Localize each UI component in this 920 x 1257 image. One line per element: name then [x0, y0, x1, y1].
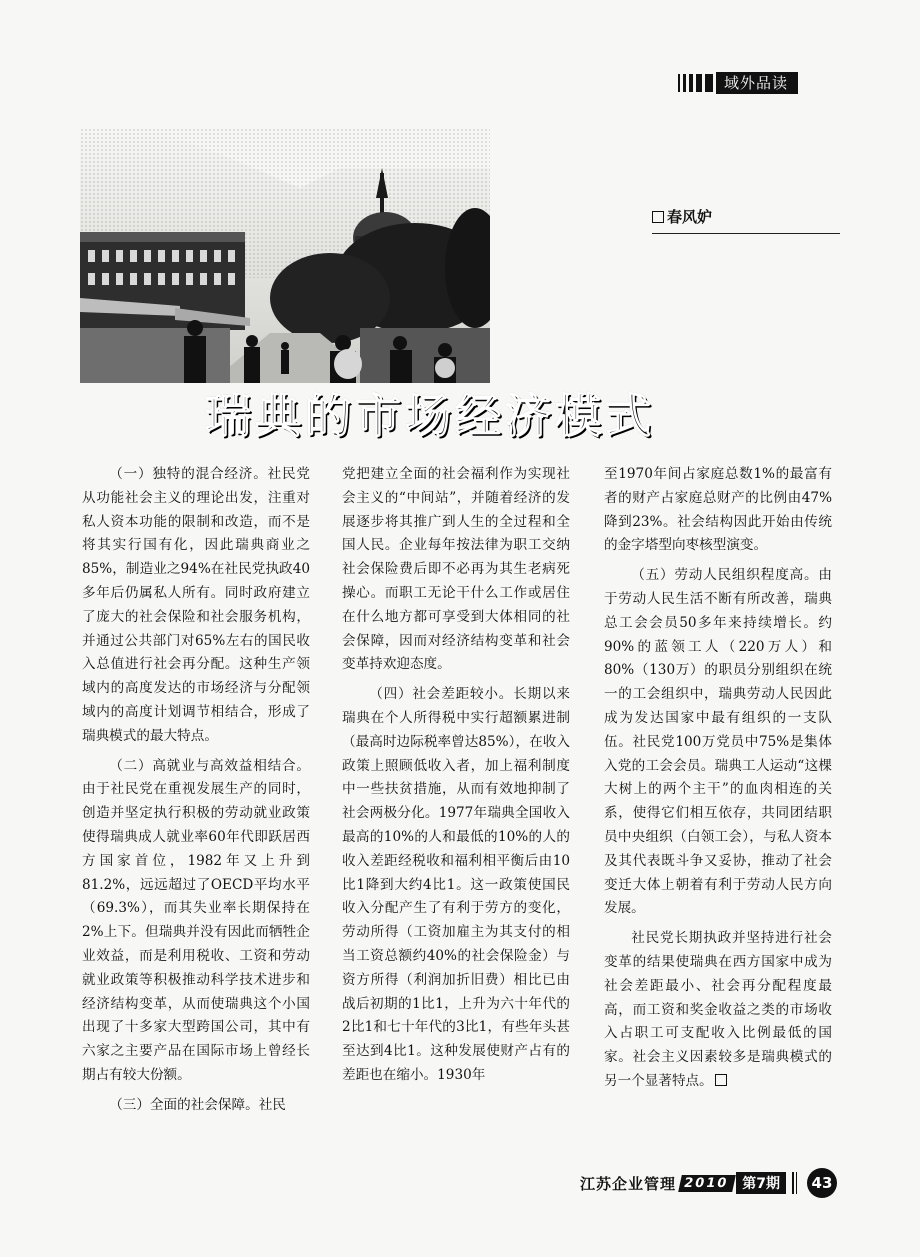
issue-year: 2010 — [678, 1175, 736, 1192]
stockholm-street-photo — [80, 128, 490, 383]
issue-number: 第7期 — [736, 1172, 786, 1194]
paragraph: （三）全面的社会保障。社民 — [109, 1096, 286, 1113]
footer-divider — [792, 1172, 794, 1194]
paragraph: （四）社会差距较小。长期以来瑞典在个人所得税中实行超额累进制（最高时边际税率曾达85%），在收入政策上照顾低收入者，加上福利制度中一些扶贫措施，从而有效地抑制了社会两极分化。1977年瑞典全国收入最高的10%的人和最低的10%的人的收入差距经税收和福利相平衡后由10比1降到大约4比1。这一政策使国民收入分配产生了有利于劳方的变化，劳动所得（工资加雇主为其支付的相当工资总额约40%的社会保险金）与资方所得（利润加折旧费）相比已由战后初期的1比1，上升为六十年代的2比1和七十年代的3比1，有些年头甚至达到4比1。这种发展使财产占有的差距也在缩小。1930年 — [342, 686, 570, 1083]
author-name: 春风妒 — [667, 208, 713, 226]
page-footer — [580, 1168, 850, 1198]
paragraph: （二）高就业与高效益相结合。由于社民党在重视发展生产的同时，创造并坚定执行积极的劳动就业政策使得瑞典成人就业率60年代即跃居西方国家首位，1982年又上升到81.2%，远远超过了OECD平均水平（69.3%），而其失业率长期保持在2%上下。但瑞典并没有因此而牺牲企业效益，而是利用税收、工资和劳动就业政策等积极推动科学技术进步和经济结构变革，从而使瑞典这个小国出现了十多家大型跨国公司，其中有六家之主要产品在国际市场上曾经长期占有较大份额。 — [82, 757, 310, 1083]
square-icon — [652, 211, 664, 223]
column-2 — [342, 463, 570, 1088]
column-1 — [82, 463, 310, 1118]
article-title: 瑞典的市场经济模式 — [205, 389, 655, 443]
section-tag-bars — [678, 74, 713, 92]
page-number: 43 — [807, 1168, 837, 1198]
section-label: 域外品读 — [716, 72, 798, 94]
journal-name: 江苏企业管理 — [580, 1174, 677, 1193]
column-3 — [604, 463, 832, 1094]
paragraph-final — [604, 927, 832, 1094]
author-byline — [652, 206, 840, 234]
paragraph: （一）独特的混合经济。社民党从功能社会主义的理论出发，注重对私人资本功能的限制和改造，而不是将其实行国有化，因此瑞典商业之85%，制造业之94%在社民党执政40多年后仍属私人所有。同时政府建立了庞大的社会保险和社会服务机构，并通过公共部门对65%左右的国民收入总值进行社会再分配。这种生产领域内的高度发达的市场经济与分配领域内的高度计划调节相结合，形成了瑞典模式的最大特点。 — [82, 466, 310, 744]
paragraph: 至1970年间占家庭总数1%的最富有者的财产占家庭总财产的比例由47%降到23%。社会结构因此开始由传统的金字塔型向枣核型演变。 — [604, 466, 832, 554]
paragraph-text: 社民党长期执政并坚持进行社会变革的结果使瑞典在西方国家中成为社会差距最小、社会再分配程度最高，而工资和奖金收益之类的市场收入占职工可支配收入比例最低的国家。社会主义因素较多是瑞典模式的另一个显著特点。 — [604, 930, 832, 1089]
paragraph: （五）劳动人民组织程度高。由于劳动人民生活不断有所改善，瑞典总工会会员50多年来持续增长。约90%的蓝领工人（220万人）和80%（130万）的职员分别组织在统一的工会组织中，瑞典劳动人民因此成为发达国家中最有组织的一支队伍。社民党100万党员中75%是集体入党的工会会员。瑞典工人运动“这棵大树上的两个主干”的血肉相连的关系，使得它们相互依存，共同团结职员中央组织（白领工会），与私人资本及其代表既斗争又妥协，推动了社会变迁大体上朝着有利于劳动人民方向发展。 — [604, 567, 832, 917]
end-mark-icon — [715, 1074, 727, 1086]
section-tag — [678, 72, 798, 94]
footer-divider — [796, 1172, 797, 1194]
paragraph: 党把建立全面的社会福利作为实现社会主义的“中间站”，并随着经济的发展逐步将其推广到人生的全过程和全国人民。企业每年按法律为职工交纳社会保险费后即不必再为其生老病死操心。而职工无论干什么工作或居住在什么地方都可享受到大体相同的社会保障，因而对经济结构变革和社会变革持欢迎态度。 — [342, 466, 570, 673]
